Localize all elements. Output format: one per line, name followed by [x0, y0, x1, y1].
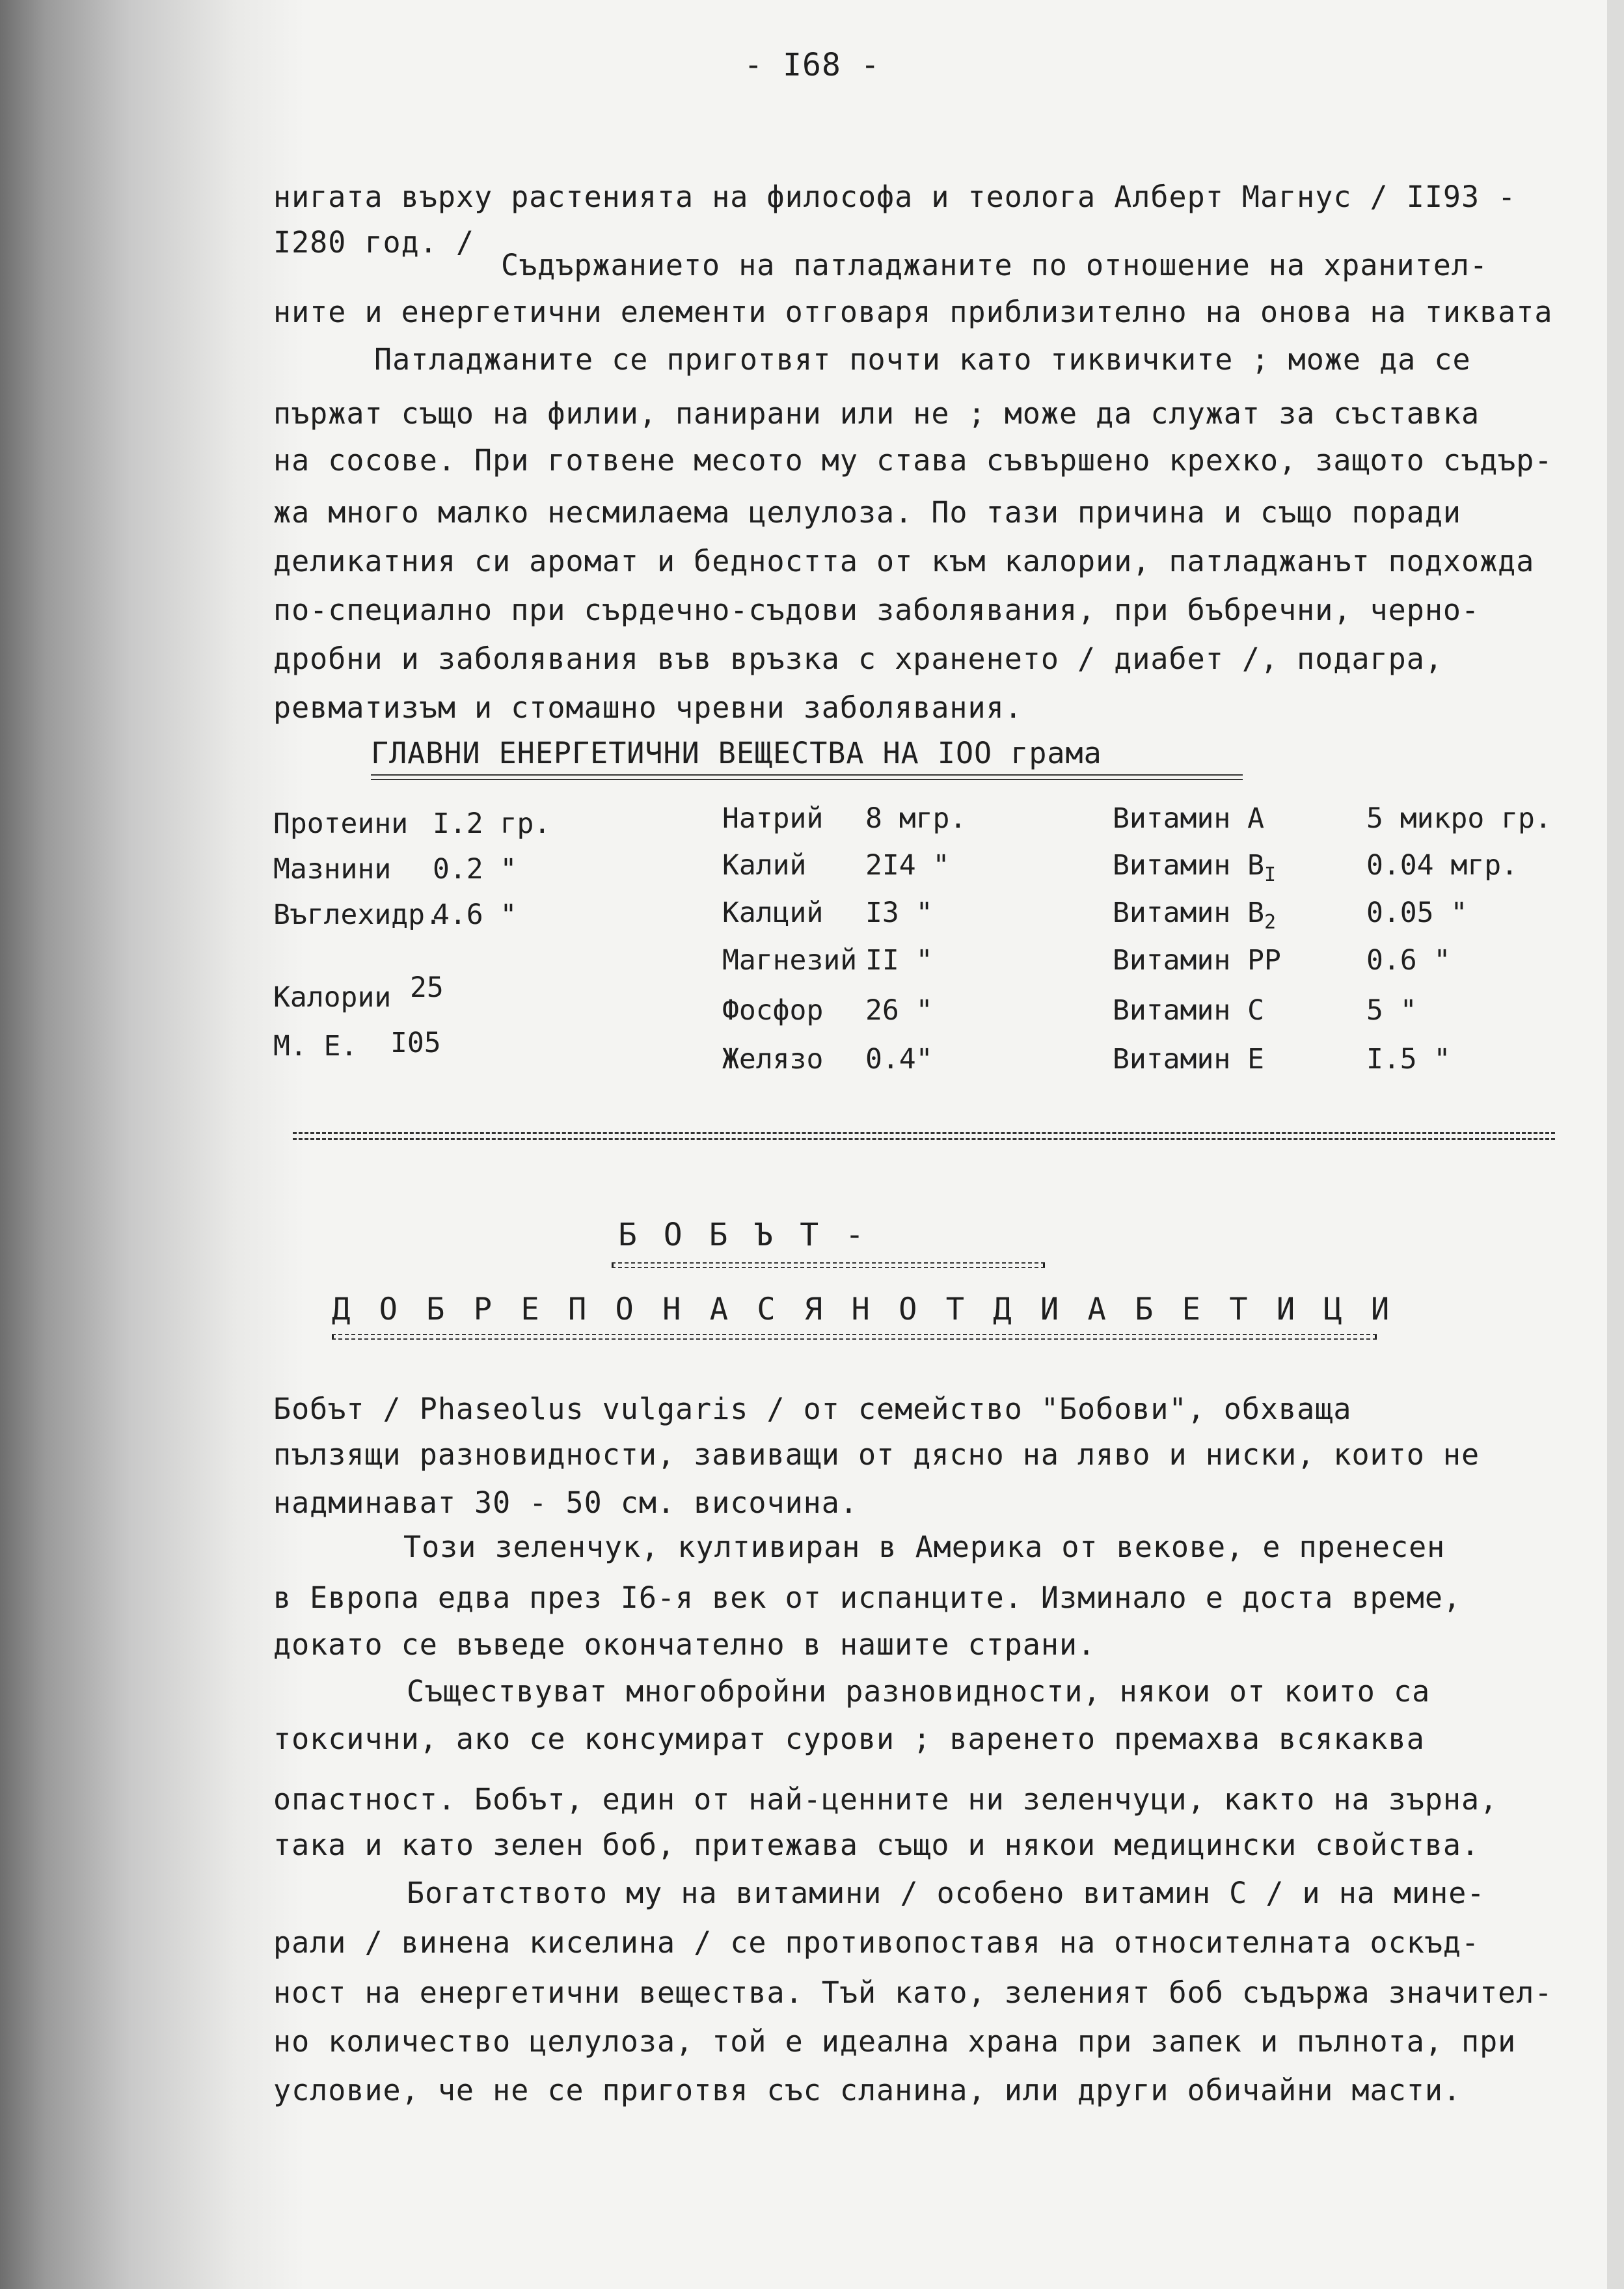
mineral-name: Магнезий: [722, 944, 858, 977]
text-line: токсични, ако се консумират сурови ; варенето премахва всякаква: [273, 1722, 1425, 1756]
table-title: ГЛАВНИ ЕНЕРГЕТИЧНИ ВЕЩЕСТВА НА IOO грама: [371, 736, 1102, 770]
text-line: Съществуват многобройни разновидности, някои от които са: [407, 1674, 1431, 1709]
text-line: нигата върху растенията на философа и теолога Алберт Магнус / II93 -: [273, 180, 1517, 214]
text-line: дробни и заболявания във връзка с храненето / диабет /, подагра,: [273, 642, 1443, 676]
text-line: ните и енергетични елементи отговаря приблизително на онова на тиквата: [273, 295, 1553, 329]
text-line: жа много малко несмилаема целулоза. По тази причина и също поради: [273, 495, 1461, 530]
text-line: опастност. Бобът, един от най-ценните ни зеленчуци, както на зърна,: [273, 1782, 1498, 1817]
mineral-name: Желязо: [722, 1043, 824, 1076]
vitamin-name: Витамин А: [1113, 802, 1264, 835]
text-line: деликатния си аромат и бедността от към калории, патладжанът подхожда: [273, 544, 1535, 578]
text-line: по-специално при сърдечно-съдови заболявания, при бъбречни, черно-: [273, 593, 1480, 627]
text-line: Този зеленчук, култивиран в Америка от векове, е пренесен: [403, 1530, 1446, 1564]
nutrient-row: Протеини: [273, 807, 409, 840]
vitamin-name: Витамин $В_I$: [1113, 849, 1277, 886]
text-line: Съдържанието на патладжаните по отношение на хранител-: [501, 248, 1488, 282]
section-subheading: Д О Б Р Е П О Н А С Я Н О Т Д И А Б Е Т И Ц И: [332, 1292, 1395, 1327]
text-line: докато се въведе окончателно в нашите страни.: [273, 1627, 1096, 1662]
mineral-value: I3 ": [865, 897, 933, 929]
vitamin-subscript: I: [1264, 863, 1277, 886]
vitamin-name: Витамин $В_2$: [1113, 897, 1277, 934]
mineral-name: Калций: [722, 897, 824, 929]
text-line: на сосове. При готвене месото му става съвършено крехко, защото съдър-: [273, 443, 1553, 478]
section-separator: [293, 1132, 1555, 1140]
mineral-name: Фосфор: [722, 994, 824, 1027]
text-line: Богатството му на витамини / особено витамин С / и на мине-: [407, 1876, 1485, 1910]
vitamin-value: 0.04 мгр.: [1366, 849, 1518, 882]
nutrient-row: Калории: [273, 981, 392, 1014]
text-line: условие, че не се приготвя със сланина, или други обичайни масти.: [273, 2073, 1461, 2107]
text-line: пържат също на филии, панирани или не ; може да служат за съставка: [273, 396, 1480, 431]
vitamin-name: Витамин С: [1113, 994, 1264, 1027]
vitamin-value: 0.05 ": [1366, 897, 1468, 929]
vitamin-name: Витамин РР: [1113, 944, 1281, 977]
vitamin-subscript: 2: [1264, 911, 1277, 934]
nutrient-value: 0.2 ": [433, 853, 517, 886]
text-line: пълзящи разновидности, завиващи от дясно на ляво и ниски, които не: [273, 1437, 1480, 1472]
nutrient-row: Въглехидр.: [273, 899, 442, 931]
nutrient-row: М. Е.: [273, 1030, 358, 1063]
text-line: но количество целулоза, той е идеална храна при запек и пълнота, при: [273, 2024, 1517, 2059]
nutrient-value: I05: [390, 1027, 441, 1059]
text-line: ност на енергетични вещества. Тъй като, зеленият боб съдържа значител-: [273, 1975, 1553, 2010]
nutrient-value: I.2 гр.: [433, 807, 551, 840]
mineral-name: Натрий: [722, 802, 824, 835]
mineral-value: 0.4": [865, 1043, 933, 1076]
text-line: ревматизъм и стомашно чревни заболявания.: [273, 690, 1023, 725]
nutrient-row: Мазнини: [273, 853, 392, 886]
mineral-value: 8 мгр.: [865, 802, 967, 835]
text-line: I280 год. /: [273, 225, 475, 260]
vitamin-value: I.5 ": [1366, 1043, 1451, 1076]
text-line: Бобът / Phaseolus vulgaris / от семейство "Бобови", обхваща: [273, 1392, 1352, 1426]
nutrient-value: 25: [410, 971, 444, 1004]
vitamin-name: Витамин Е: [1113, 1043, 1264, 1076]
mineral-name: Калий: [722, 849, 807, 882]
heading-underline: [612, 1262, 1045, 1268]
text-line: Патладжаните се приготвят почти като тиквичките ; може да се: [374, 342, 1471, 377]
text-line: в Европа едва през I6-я век от испанците. Изминало е доста време,: [273, 1580, 1461, 1615]
section-heading: Б О Б Ъ Т -: [618, 1217, 868, 1253]
vitamin-value: 5 ": [1366, 994, 1417, 1027]
mineral-value: II ": [865, 944, 933, 977]
text-line: така и като зелен боб, притежава също и някои медицински свойства.: [273, 1828, 1480, 1862]
table-title-underline: [371, 774, 1243, 780]
text-line: надминават 30 - 50 см. височина.: [273, 1485, 858, 1520]
vitamin-value: 0.6 ": [1366, 944, 1451, 977]
vitamin-value: 5 микро гр.: [1366, 802, 1552, 835]
nutrient-value: 4.6 ": [433, 899, 517, 931]
page-number: - I68 -: [744, 47, 880, 83]
subheading-underline: [332, 1334, 1377, 1340]
mineral-value: 2I4 ": [865, 849, 950, 882]
mineral-value: 26 ": [865, 994, 933, 1027]
text-line: рали / винена киселина / се противопоставя на относителната оскъд-: [273, 1925, 1480, 1960]
